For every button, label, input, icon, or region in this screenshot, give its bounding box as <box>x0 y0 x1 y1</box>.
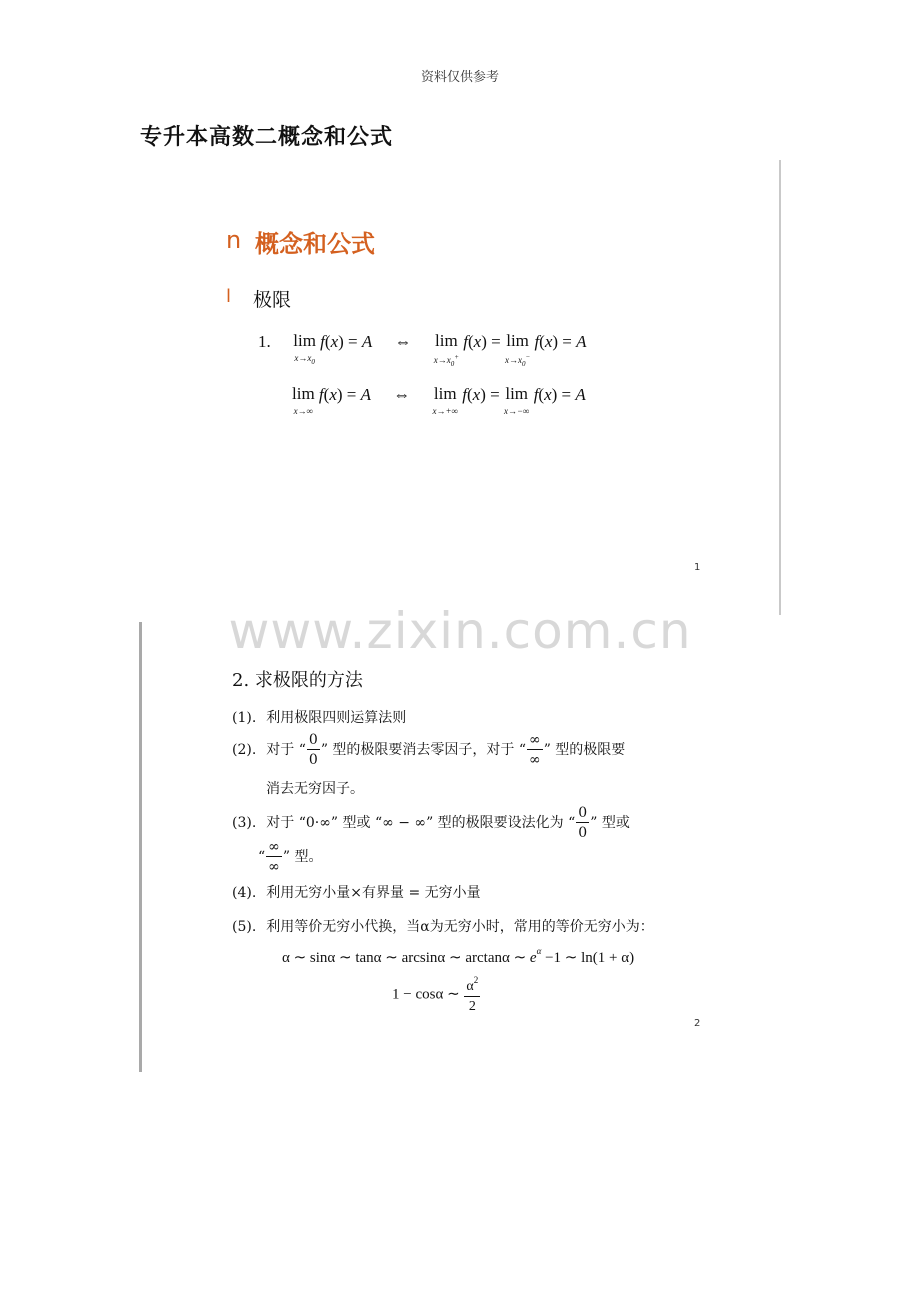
slide2-border <box>139 622 142 1072</box>
document-title: 专升本高数二概念和公式 <box>140 124 394 150</box>
page-number-1: 1 <box>694 562 701 573</box>
item-number: 1. <box>258 332 271 351</box>
subsection-bullet: l <box>226 286 232 307</box>
section-bullet: n <box>226 226 242 254</box>
slide1-border <box>779 160 781 615</box>
lim-operator: lim $x\to x_0$ <box>293 331 316 366</box>
method-item-3-continued: “ $\frac{\infty}{\infty}$ ” 型。 <box>258 839 323 875</box>
limit-formula-2: lim x→∞ f(x) = A ⇔ lim x→+∞ f(x) = lim x→−∞ f(x) = A <box>292 384 586 416</box>
cosine-equivalence: 1 − cosα ∼ $\frac{\alpha^2}{2}$ <box>392 975 479 1014</box>
method-item-4: (4). 利用无穷小量×有界量 = 无穷小量 <box>232 885 481 901</box>
method-item-5: (5). 利用等价无穷小代换，当α为无穷小时，常用的等价无穷小为： <box>232 919 654 935</box>
method-item-2: (2). 对于 “ $\frac{0}{0}$ ” 型的极限要消去零因子，对于 “ $\frac{\infty}{\infty}$ ” 型的极限要 <box>232 732 626 768</box>
page-number-2: 2 <box>694 1018 701 1029</box>
section-heading: 概念和公式 <box>255 229 375 258</box>
method-item-1: (1). 利用极限四则运算法则 <box>232 710 407 726</box>
watermark: www.zixin.com.cn <box>228 602 692 660</box>
slide2-heading: 2. 求极限的方法 <box>232 670 363 691</box>
subsection-heading: 极限 <box>253 289 292 311</box>
header-note: 资料仅供参考 <box>420 70 499 85</box>
limit-formula-1: 1. lim $x\to x_0$ f(x) = A ⇔ lim $x\to x_0^+$ f(x) = lim $x\to x_0^-$ f(x) = A <box>258 331 587 368</box>
method-item-3: (3). 对于 “0·∞” 型或 “∞ − ∞” 型的极限要设法化为 “ $\frac{0}{0}$ ” 型或 <box>232 805 630 841</box>
equivalent-infinitesimals: α ∼ sinα ∼ tanα ∼ arcsinα ∼ arctanα ∼ $e^\alpha -1$ ∼ ln(1 + α) <box>282 946 635 966</box>
method-item-2-continued: 消去无穷因子。 <box>266 781 364 797</box>
